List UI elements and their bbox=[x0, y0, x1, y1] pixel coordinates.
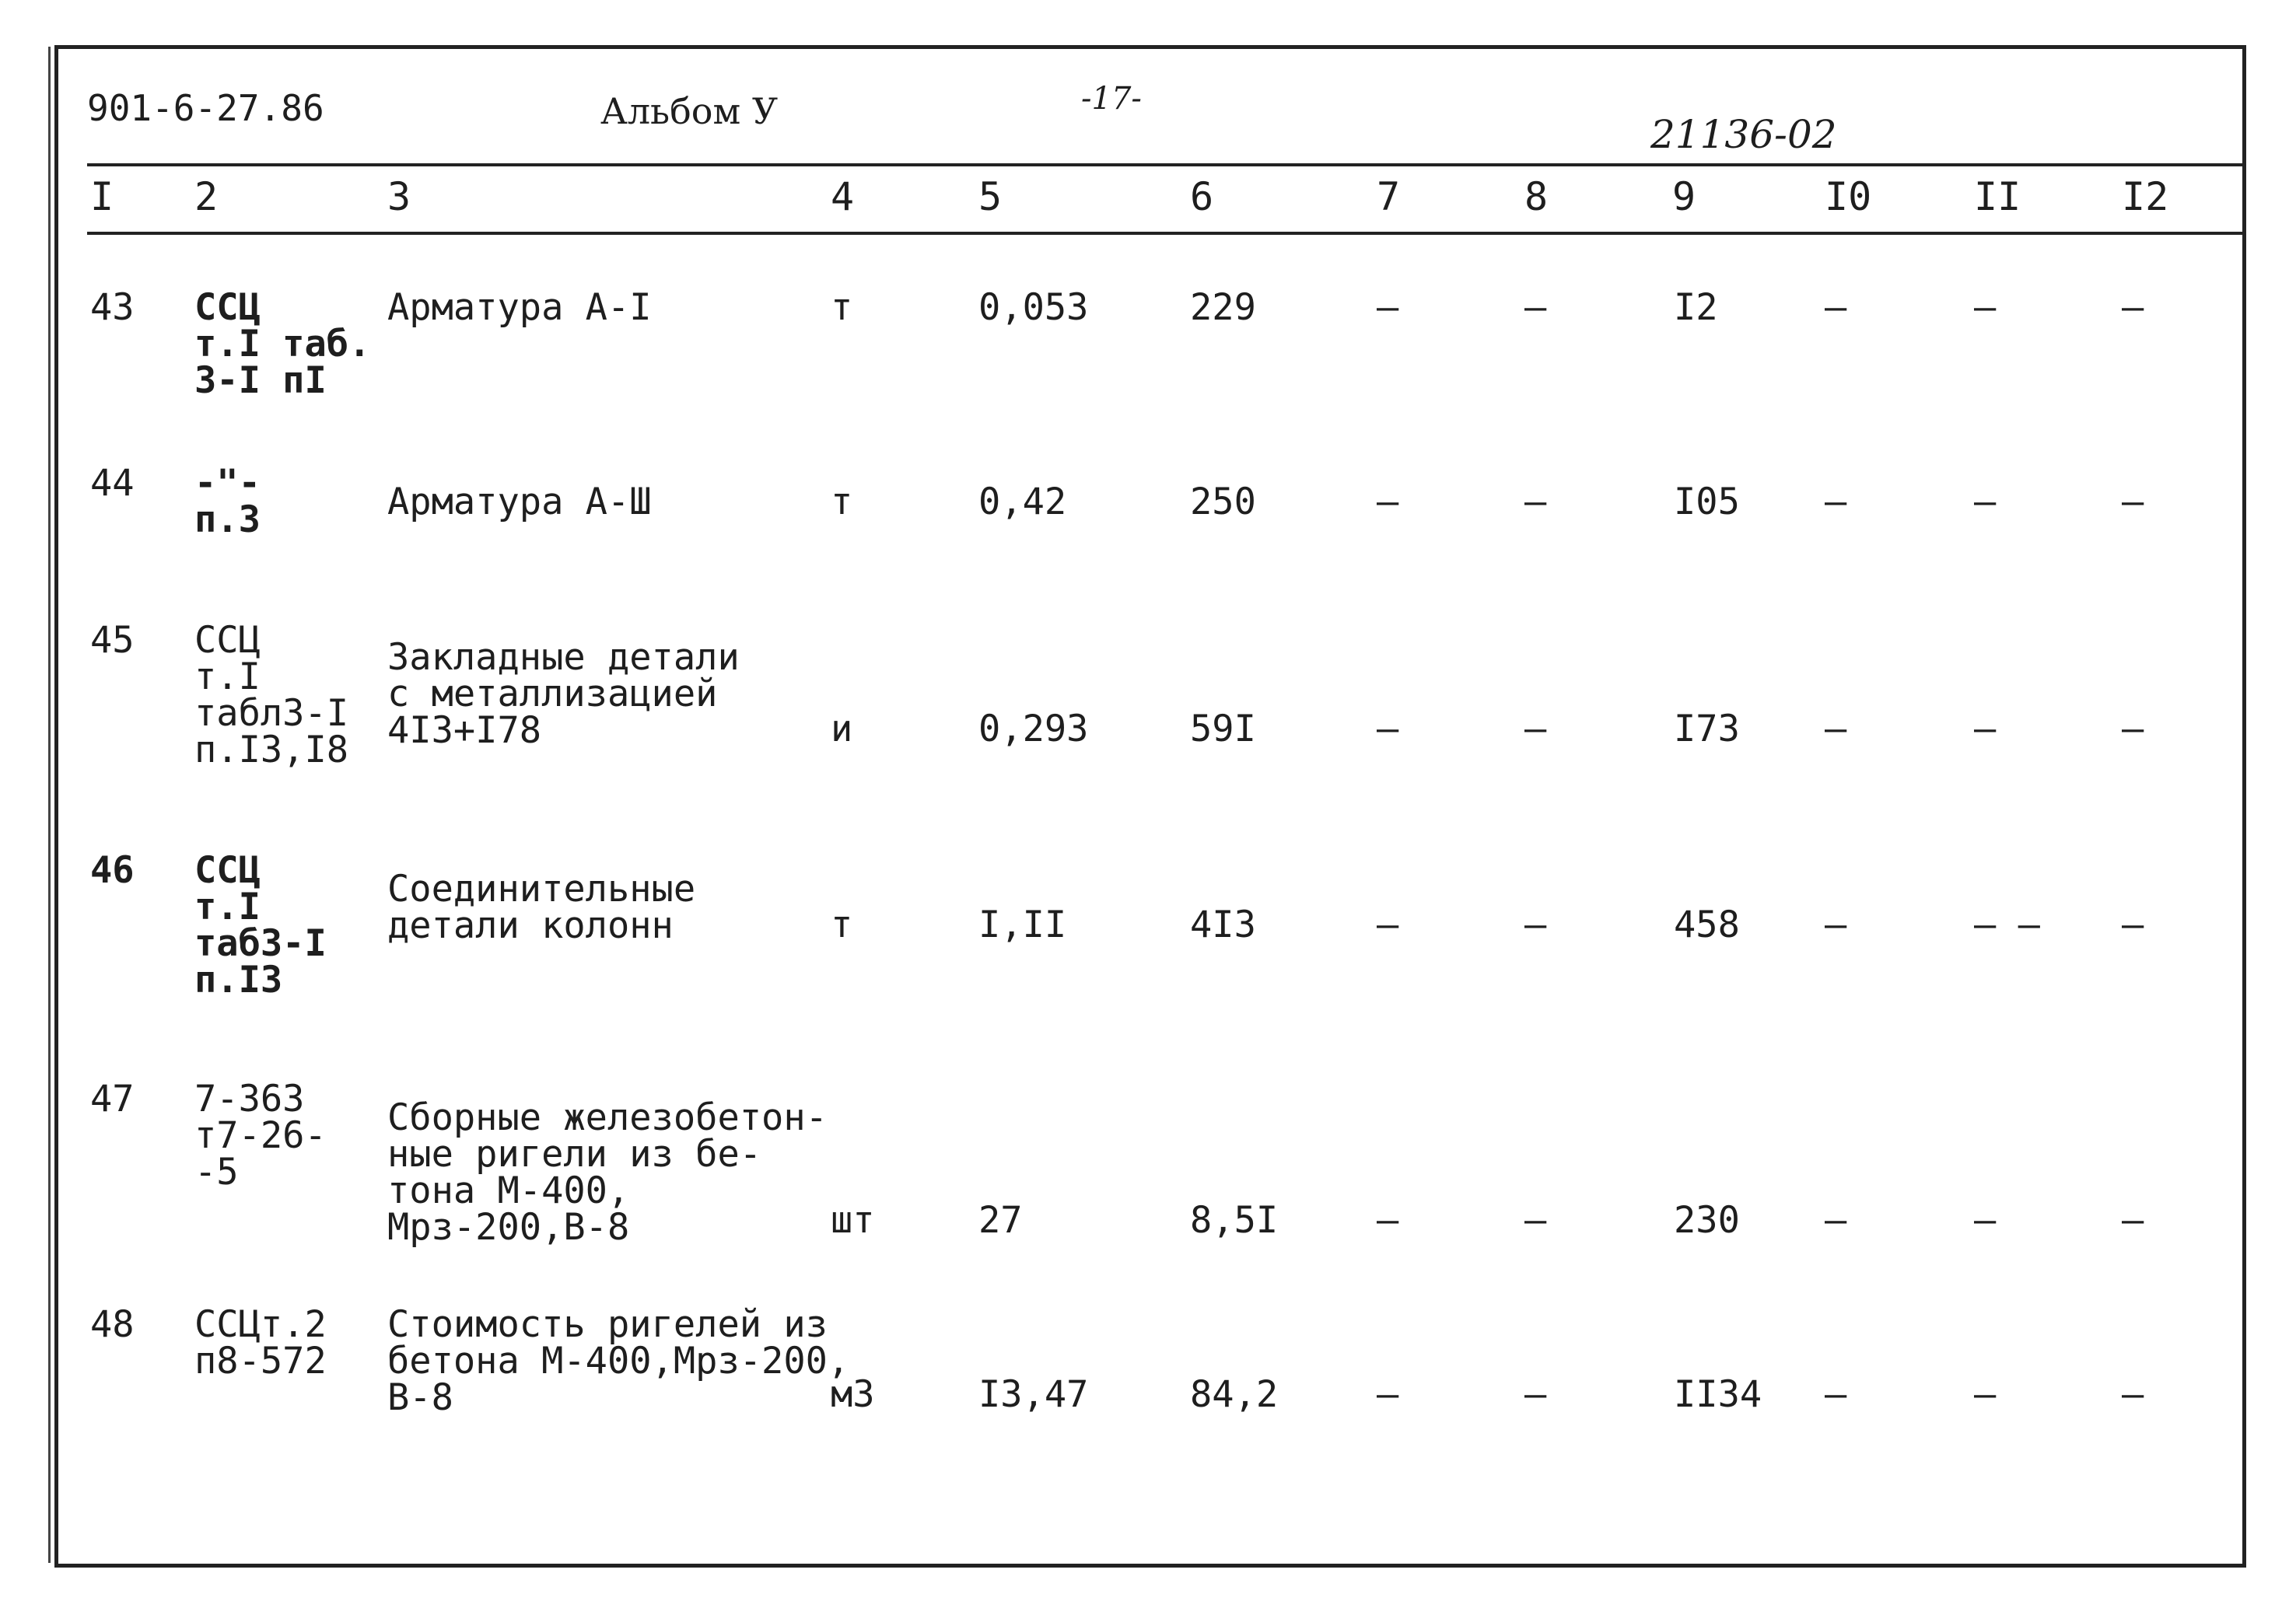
row-price: 4I3 bbox=[1190, 904, 1256, 946]
row-col10: – bbox=[1825, 481, 1847, 523]
row-unit: и bbox=[831, 708, 853, 750]
col-head-10: I0 bbox=[1825, 174, 1872, 219]
col-head-7: 7 bbox=[1377, 174, 1401, 219]
row-price: 250 bbox=[1190, 481, 1256, 523]
row-quantity: I,II bbox=[978, 904, 1067, 946]
left-margin-line bbox=[48, 47, 51, 1563]
row-number: 43 bbox=[90, 286, 135, 329]
header-rule-bottom bbox=[87, 232, 2243, 235]
row-col7: – bbox=[1377, 481, 1399, 523]
row-col11: – bbox=[1974, 708, 1997, 750]
row-col9: I05 bbox=[1674, 481, 1740, 523]
row-name: Арматура А-I bbox=[387, 286, 652, 329]
col-head-1: I bbox=[90, 174, 114, 219]
row-reference: 7-363 т7-26- -5 bbox=[194, 1078, 327, 1194]
row-col11: – bbox=[1974, 481, 1997, 523]
row-col12: – bbox=[2122, 1373, 2144, 1416]
row-col11: – bbox=[1974, 286, 1997, 329]
row-price: 8,5I bbox=[1190, 1199, 1279, 1242]
row-quantity: 27 bbox=[978, 1199, 1023, 1242]
row-quantity: I3,47 bbox=[978, 1373, 1089, 1416]
row-price: 84,2 bbox=[1190, 1373, 1279, 1416]
row-reference: ССЦ т.I таб3-I п.I3 bbox=[194, 849, 327, 1002]
stamp-number: 21136-02 bbox=[1650, 112, 1837, 157]
col-head-9: 9 bbox=[1672, 174, 1696, 219]
row-unit: т bbox=[831, 286, 853, 329]
row-col11: – bbox=[1974, 1373, 1997, 1416]
row-col8: – bbox=[1524, 708, 1547, 750]
row-number: 44 bbox=[90, 462, 135, 505]
row-reference: ССЦ т.I таб. 3-I пI bbox=[194, 286, 371, 402]
row-col7: – bbox=[1377, 708, 1399, 750]
row-unit: м3 bbox=[831, 1373, 875, 1416]
row-col9: 230 bbox=[1674, 1199, 1740, 1242]
col-head-4: 4 bbox=[831, 174, 855, 219]
row-reference: ССЦт.2 п8-572 bbox=[194, 1303, 327, 1383]
col-head-8: 8 bbox=[1524, 174, 1549, 219]
row-col11: – bbox=[1974, 1199, 1997, 1242]
doc-code: 901-6-27.86 bbox=[87, 87, 324, 129]
row-price: 59I bbox=[1190, 708, 1256, 750]
row-col10: – bbox=[1825, 904, 1847, 946]
row-unit: шт bbox=[831, 1199, 875, 1242]
col-head-11: II bbox=[1974, 174, 2021, 219]
row-name: Стоимость ригелей из бетона М-400,Мрз-200, В-8 bbox=[387, 1303, 850, 1419]
row-col7: – bbox=[1377, 1373, 1399, 1416]
row-col9: 458 bbox=[1674, 904, 1740, 946]
row-col8: – bbox=[1524, 1199, 1547, 1242]
row-number: 48 bbox=[90, 1303, 135, 1346]
row-col7: – bbox=[1377, 904, 1399, 946]
row-col7: – bbox=[1377, 1199, 1399, 1242]
row-col10: – bbox=[1825, 286, 1847, 329]
row-quantity: 0,293 bbox=[978, 708, 1089, 750]
row-col10: – bbox=[1825, 708, 1847, 750]
col-head-5: 5 bbox=[978, 174, 1003, 219]
row-name: Сборные железобетон- ные ригели из бе- тона М-400, Мрз-200,В-8 bbox=[387, 1096, 828, 1249]
row-number: 45 bbox=[90, 619, 135, 662]
row-col11: – – bbox=[1974, 904, 2040, 946]
row-unit: т bbox=[831, 481, 853, 523]
row-col9: II34 bbox=[1674, 1373, 1762, 1416]
row-col9: I73 bbox=[1674, 708, 1740, 750]
row-col10: – bbox=[1825, 1373, 1847, 1416]
row-col12: – bbox=[2122, 904, 2144, 946]
row-name: Арматура А-Ш bbox=[387, 481, 652, 523]
album-title: Альбом У bbox=[600, 90, 779, 132]
row-col8: – bbox=[1524, 481, 1547, 523]
row-col10: – bbox=[1825, 1199, 1847, 1242]
row-number: 47 bbox=[90, 1078, 135, 1120]
header-rule-top bbox=[87, 163, 2243, 166]
row-col12: – bbox=[2122, 481, 2144, 523]
col-head-12: I2 bbox=[2122, 174, 2169, 219]
col-head-6: 6 bbox=[1190, 174, 1214, 219]
col-head-2: 2 bbox=[194, 174, 219, 219]
row-col8: – bbox=[1524, 286, 1547, 329]
row-col8: – bbox=[1524, 1373, 1547, 1416]
row-quantity: 0,053 bbox=[978, 286, 1089, 329]
col-head-3: 3 bbox=[387, 174, 411, 219]
row-col12: – bbox=[2122, 708, 2144, 750]
page-frame bbox=[54, 45, 2246, 1568]
row-quantity: 0,42 bbox=[978, 481, 1067, 523]
row-name: Закладные детали с металлизацией 4I3+I78 bbox=[387, 636, 740, 752]
row-col8: – bbox=[1524, 904, 1547, 946]
row-col12: – bbox=[2122, 286, 2144, 329]
row-price: 229 bbox=[1190, 286, 1256, 329]
row-reference: ССЦ т.I табл3-I п.I3,I8 bbox=[194, 619, 349, 771]
page-number: -17- bbox=[1081, 81, 1142, 117]
row-col9: I2 bbox=[1674, 286, 1718, 329]
row-col12: – bbox=[2122, 1199, 2144, 1242]
row-number: 46 bbox=[90, 849, 135, 892]
row-unit: т bbox=[831, 904, 853, 946]
row-name: Соединительные детали колонн bbox=[387, 868, 696, 947]
row-col7: – bbox=[1377, 286, 1399, 329]
row-reference: -"- п.3 bbox=[194, 462, 261, 541]
